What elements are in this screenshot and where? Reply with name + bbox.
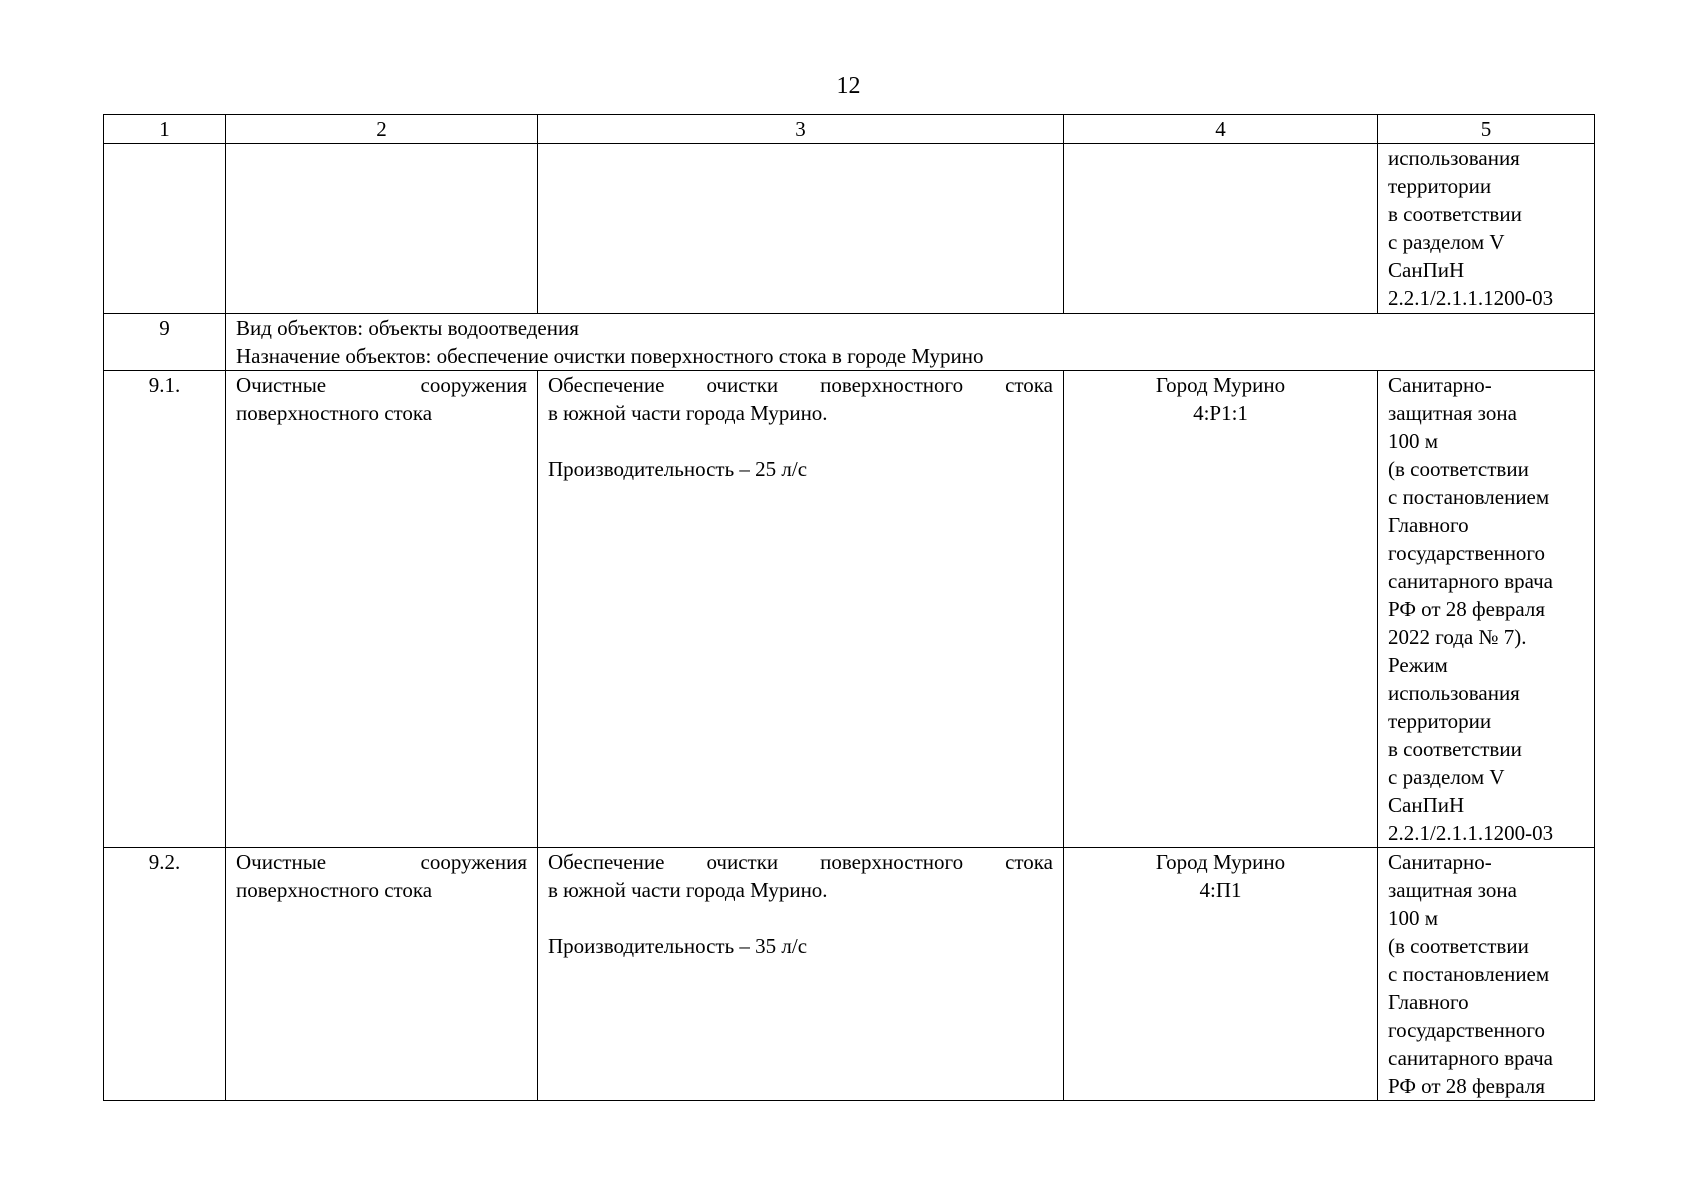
zone-line: использования — [1388, 146, 1520, 170]
location-code: 4:Р1:1 — [1193, 401, 1248, 425]
zone-line: 100 м — [1388, 906, 1439, 930]
object-name-line: поверхностного стока — [236, 878, 433, 902]
object-description-cell — [538, 371, 1064, 848]
zone-line: Режим — [1388, 653, 1448, 677]
zone-line: 2.2.1/2.1.1.1200-03 — [1388, 286, 1554, 310]
object-name-line: Очистные сооружения — [236, 850, 527, 874]
location-cell — [1064, 371, 1378, 848]
object-name-cell — [226, 848, 538, 1101]
zone-cell — [1378, 371, 1595, 848]
section-type: Вид объектов: объекты водоотведения — [236, 316, 579, 340]
column-header-2: 2 — [226, 115, 538, 144]
zone-line: в соответствии — [1388, 737, 1522, 761]
zone-line: 100 м — [1388, 429, 1439, 453]
zone-line: защитная зона — [1388, 878, 1517, 902]
zone-line: с разделом V — [1388, 230, 1505, 254]
zone-line: СанПиН — [1388, 793, 1465, 817]
description-line: в южной части города Мурино. — [548, 878, 828, 902]
column-header-1: 1 — [104, 115, 226, 144]
zone-cell — [1378, 848, 1595, 1101]
zone-line: Санитарно- — [1388, 850, 1492, 874]
continued-zone-cell — [1378, 144, 1595, 314]
section-number: 9 — [104, 314, 226, 371]
row-number: 9.2. — [104, 848, 226, 1101]
zone-line: 2.2.1/2.1.1.1200-03 — [1388, 821, 1554, 845]
zone-line: СанПиН — [1388, 258, 1465, 282]
zone-line: в соответствии — [1388, 202, 1522, 226]
continued-cell-2 — [226, 144, 538, 314]
zone-line: Главного — [1388, 513, 1469, 537]
zone-line: государственного — [1388, 1018, 1546, 1042]
zone-line: (в соответствии — [1388, 457, 1529, 481]
description-line: Обеспечение очистки поверхностного стока — [548, 850, 1053, 874]
description-line: Обеспечение очистки поверхностного стока — [548, 373, 1053, 397]
continued-cell-1 — [104, 144, 226, 314]
location-cell — [1064, 848, 1378, 1101]
column-header-5: 5 — [1378, 115, 1595, 144]
section-row — [104, 314, 1595, 371]
zone-line: 2022 года № 7). — [1388, 625, 1527, 649]
section-description — [226, 314, 1595, 371]
zone-line: РФ от 28 февраля — [1388, 1074, 1546, 1098]
zone-line: использования — [1388, 681, 1520, 705]
location-line: Город Мурино — [1155, 850, 1286, 874]
zone-line: РФ от 28 февраля — [1388, 597, 1546, 621]
page-number: 12 — [836, 73, 861, 99]
zone-line: с разделом V — [1388, 765, 1505, 789]
continued-cell-4 — [1064, 144, 1378, 314]
continued-row — [104, 144, 1595, 314]
table-header-row — [104, 115, 1595, 144]
object-name-line: поверхностного стока — [236, 401, 433, 425]
zone-line: (в соответствии — [1388, 934, 1529, 958]
zone-line: территории — [1388, 174, 1492, 198]
section-purpose: Назначение объектов: обеспечение очистки поверхностного стока в городе Мурино — [236, 344, 984, 368]
row-number: 9.1. — [104, 371, 226, 848]
capacity: Производительность – 35 л/с — [548, 934, 808, 958]
zone-line: с постановлением — [1388, 485, 1550, 509]
zone-line: Главного — [1388, 990, 1469, 1014]
zone-line: с постановлением — [1388, 962, 1550, 986]
column-header-3: 3 — [538, 115, 1064, 144]
column-header-4: 4 — [1064, 115, 1378, 144]
zone-line: защитная зона — [1388, 401, 1517, 425]
object-description-cell — [538, 848, 1064, 1101]
location-code: 4:П1 — [1199, 878, 1242, 902]
object-name-line: Очистные сооружения — [236, 373, 527, 397]
zone-line: государственного — [1388, 541, 1546, 565]
zone-line: Санитарно- — [1388, 373, 1492, 397]
object-name-cell — [226, 371, 538, 848]
zone-line: санитарного врача — [1388, 569, 1553, 593]
zone-line: территории — [1388, 709, 1492, 733]
zone-line: санитарного врача — [1388, 1046, 1553, 1070]
capacity: Производительность – 25 л/с — [548, 457, 808, 481]
description-line: в южной части города Мурино. — [548, 401, 828, 425]
table-row — [104, 371, 1595, 848]
objects-table — [103, 114, 1595, 1101]
location-line: Город Мурино — [1155, 373, 1286, 397]
table-row — [104, 848, 1595, 1101]
continued-cell-3 — [538, 144, 1064, 314]
